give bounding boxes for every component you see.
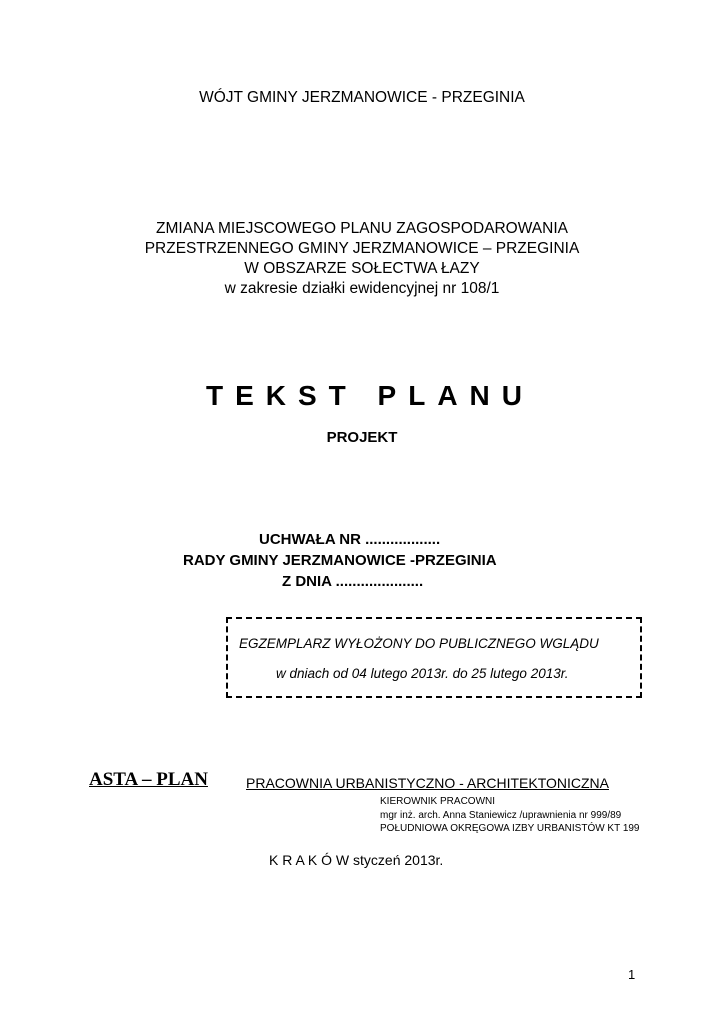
subject-line-2: PRZESTRZENNEGO GMINY JERZMANOWICE – PRZEGINIA [144, 240, 580, 257]
document-subtitle: PROJEKT [326, 429, 398, 446]
document-header: WÓJT GMINY JERZMANOWICE - PRZEGINIA [199, 89, 525, 106]
document-title: TEKST PLANU [206, 380, 534, 411]
manager-name: mgr inż. arch. Anna Staniewicz /uprawnienia nr 999/89 [380, 810, 622, 821]
place-and-date: K R A K Ó W styczeń 2013r. [269, 852, 444, 868]
notice-dates: w dniach od 04 lutego 2013r. do 25 lutego 2013r. [276, 666, 569, 681]
manager-label: KIEROWNIK PRACOWNI [380, 796, 496, 807]
resolution-number: UCHWAŁA NR .................. [259, 531, 441, 548]
subject-line-3: W OBSZARZE SOŁECTWA ŁAZY [244, 260, 480, 277]
company-name: ASTA – PLAN [89, 769, 208, 790]
resolution-council: RADY GMINY JERZMANOWICE -PRZEGINIA [183, 552, 497, 569]
chamber-membership: POŁUDNIOWA OKRĘGOWA IZBY URBANISTÓW KT 199 [380, 823, 640, 834]
subject-line-1: ZMIANA MIEJSCOWEGO PLANU ZAGOSPODAROWANIA [156, 220, 568, 237]
subject-line-4: w zakresie działki ewidencyjnej nr 108/1 [224, 280, 500, 297]
resolution-date: Z DNIA ..................... [282, 573, 424, 590]
company-description: PRACOWNIA URBANISTYCZNO - ARCHITEKTONICZNA [246, 775, 609, 791]
notice-heading: EGZEMPLARZ WYŁOŻONY DO PUBLICZNEGO WGLĄDU [239, 636, 599, 651]
public-notice-box [226, 617, 642, 698]
page-number: 1 [628, 967, 636, 982]
plan-subject [0, 219, 724, 299]
